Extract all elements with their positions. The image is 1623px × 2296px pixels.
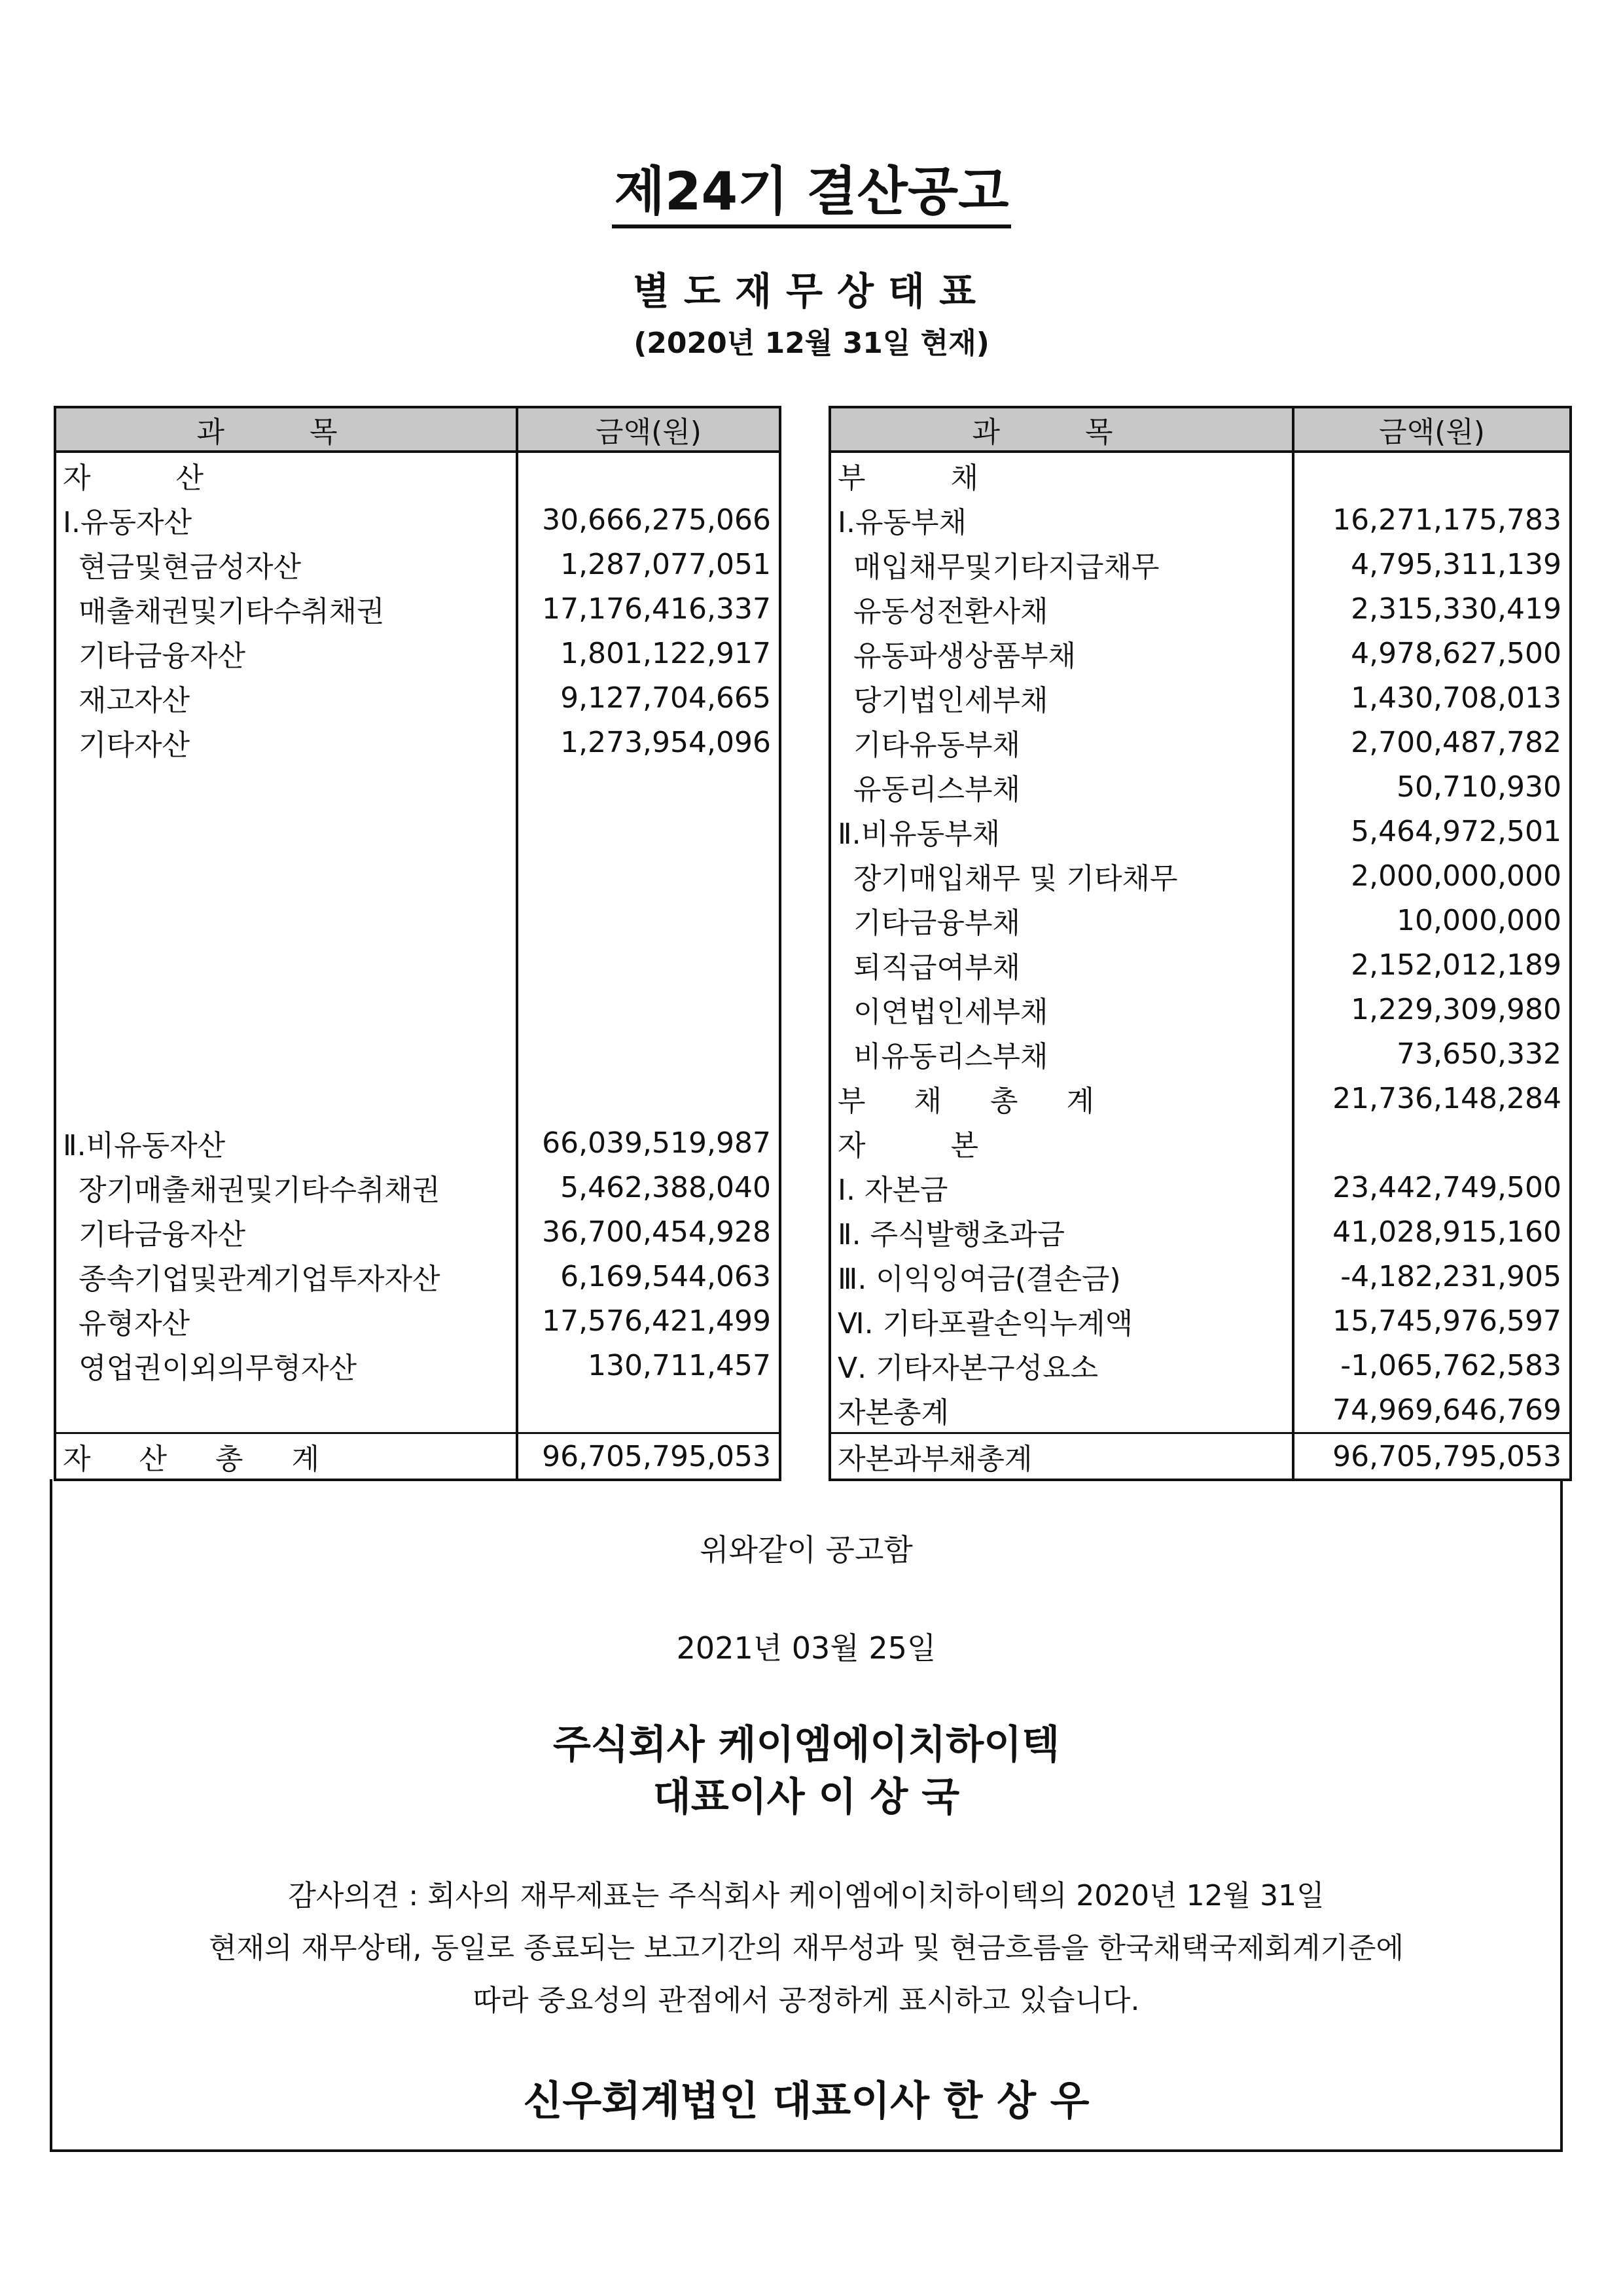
liabilities-row — [830, 764, 1571, 809]
liabilities-col-amount: 금액(원) — [1293, 407, 1571, 452]
assets-row-item — [55, 809, 517, 853]
assets-row — [55, 1299, 780, 1343]
liabilities-row — [830, 1254, 1571, 1299]
assets-row-amount: 130,711,457 — [517, 1343, 780, 1388]
assets-row-amount: 66,039,519,987 — [517, 1121, 780, 1165]
liabilities-row-amount — [1293, 452, 1571, 497]
assets-row — [55, 1388, 780, 1433]
liabilities-table-header — [830, 407, 1571, 452]
liabilities-row — [830, 542, 1571, 586]
liabilities-row — [830, 898, 1571, 942]
assets-row-item: 기타금융자산 — [55, 1210, 517, 1254]
liabilities-row-amount: 16,271,175,783 — [1293, 497, 1571, 542]
liabilities-row-item: 퇴직급여부채 — [830, 942, 1293, 987]
assets-row — [55, 631, 780, 675]
liabilities-col-item: 과 목 — [830, 407, 1293, 452]
liabilities-row — [830, 675, 1571, 720]
liabilities-row-item: 기타유동부채 — [830, 720, 1293, 764]
assets-row — [55, 1165, 780, 1210]
assets-row-amount: 30,666,275,066 — [517, 497, 780, 542]
liabilities-row — [830, 1121, 1571, 1165]
liabilities-row-item: 당기법인세부채 — [830, 675, 1293, 720]
assets-row-item — [55, 1076, 517, 1121]
liabilities-row-amount: 2,700,487,782 — [1293, 720, 1571, 764]
liabilities-row — [830, 809, 1571, 853]
liabilities-row-item: Ⅱ.비유동부채 — [830, 809, 1293, 853]
assets-row-amount — [517, 452, 780, 497]
assets-col-item: 과 목 — [55, 407, 517, 452]
page-title-text: 제24기 결산공고 — [612, 161, 1012, 228]
assets-row — [55, 542, 780, 586]
assets-row-amount: 5,462,388,040 — [517, 1165, 780, 1210]
audit-opinion-line-2: 현재의 재무상태, 동일로 종료되는 보고기간의 재무성과 및 현금흐름을 한국채택국제회계기준에 — [208, 1931, 1404, 1965]
assets-row — [55, 942, 780, 987]
assets-row — [55, 764, 780, 809]
liabilities-row — [830, 942, 1571, 987]
liabilities-row-amount: 96,705,795,053 — [1293, 1433, 1571, 1480]
audit-opinion-line-1: 감사의견 : 회사의 재무제표는 주식회사 케이엠에이치하이텍의 2020년 12월 31일 — [288, 1879, 1325, 1912]
liabilities-row — [830, 586, 1571, 631]
assets-row-amount — [517, 853, 780, 898]
assets-row — [55, 586, 780, 631]
assets-row — [55, 1433, 780, 1480]
liabilities-row-item: 비유동리스부채 — [830, 1031, 1293, 1076]
liabilities-row-amount: 50,710,930 — [1293, 764, 1571, 809]
assets-row-item: 기타금융자산 — [55, 631, 517, 675]
assets-row-item — [55, 1031, 517, 1076]
liabilities-row-amount: 23,442,749,500 — [1293, 1165, 1571, 1210]
assets-row-amount — [517, 1076, 780, 1121]
company-name: 주식회사 케이엠에이치하이텍 — [552, 1722, 1060, 1768]
liabilities-row-amount — [1293, 1121, 1571, 1165]
assets-row-item: 장기매출채권및기타수취채권 — [55, 1165, 517, 1210]
page-title — [0, 149, 1623, 224]
liabilities-row-item: Ⅱ. 주식발행초과금 — [830, 1210, 1293, 1254]
liabilities-row — [830, 720, 1571, 764]
assets-row-amount: 1,801,122,917 — [517, 631, 780, 675]
liabilities-row-item: 매입채무및기타지급채무 — [830, 542, 1293, 586]
assets-row-amount — [517, 1031, 780, 1076]
assets-row-amount — [517, 987, 780, 1031]
liabilities-row-amount: 74,969,646,769 — [1293, 1388, 1571, 1433]
liabilities-row-item: 장기매입채무 및 기타채무 — [830, 853, 1293, 898]
assets-row-item: 기타자산 — [55, 720, 517, 764]
assets-row — [55, 987, 780, 1031]
liabilities-row-amount: -4,182,231,905 — [1293, 1254, 1571, 1299]
assets-row-item — [55, 764, 517, 809]
assets-row-amount — [517, 764, 780, 809]
liabilities-row — [830, 452, 1571, 497]
assets-row-item: Ⅰ.유동자산 — [55, 497, 517, 542]
assets-row-amount: 6,169,544,063 — [517, 1254, 780, 1299]
assets-row — [55, 452, 780, 497]
liabilities-row-amount: 1,430,708,013 — [1293, 675, 1571, 720]
public-notice-box — [50, 1479, 1563, 2152]
assets-row-amount: 9,127,704,665 — [517, 675, 780, 720]
assets-row-amount — [517, 898, 780, 942]
liabilities-row — [830, 1343, 1571, 1388]
notice-statement: 위와같이 공고함 — [700, 1532, 913, 1568]
audit-opinion-line-3: 따라 중요성의 관점에서 공정하게 표시하고 있습니다. — [473, 1984, 1140, 2017]
assets-row-item: 자 산 총 계 — [55, 1433, 517, 1480]
liabilities-table-body — [830, 452, 1571, 1480]
liabilities-row — [830, 1076, 1571, 1121]
liabilities-row-amount: 5,464,972,501 — [1293, 809, 1571, 853]
liabilities-row — [830, 1210, 1571, 1254]
assets-row — [55, 809, 780, 853]
liabilities-row-amount: 4,978,627,500 — [1293, 631, 1571, 675]
liabilities-row-item: 유동리스부채 — [830, 764, 1293, 809]
assets-row-item: 현금및현금성자산 — [55, 542, 517, 586]
liabilities-row-item: 자본총계 — [830, 1388, 1293, 1433]
assets-row-amount: 96,705,795,053 — [517, 1433, 780, 1480]
liabilities-row-item: 자본과부채총계 — [830, 1433, 1293, 1480]
liabilities-row — [830, 1299, 1571, 1343]
assets-row-item: 종속기업및관계기업투자자산 — [55, 1254, 517, 1299]
liabilities-row — [830, 1388, 1571, 1433]
liabilities-row-amount: 21,736,148,284 — [1293, 1076, 1571, 1121]
liabilities-row-item: 부 채 총 계 — [830, 1076, 1293, 1121]
statement-subtitle: 별도재무상태표 — [632, 269, 991, 314]
assets-row-amount: 17,176,416,337 — [517, 586, 780, 631]
liabilities-row-item: 기타금융부채 — [830, 898, 1293, 942]
liabilities-row-amount: 4,795,311,139 — [1293, 542, 1571, 586]
liabilities-row-amount: 73,650,332 — [1293, 1031, 1571, 1076]
assets-row-item: Ⅱ.비유동자산 — [55, 1121, 517, 1165]
notice-date: 2021년 03월 25일 — [676, 1630, 936, 1666]
liabilities-row-item: Ⅴ. 기타자본구성요소 — [830, 1343, 1293, 1388]
assets-row-item: 재고자산 — [55, 675, 517, 720]
assets-row-item: 유형자산 — [55, 1299, 517, 1343]
liabilities-row-item: 유동파생상품부채 — [830, 631, 1293, 675]
assets-row — [55, 675, 780, 720]
assets-row-item — [55, 1388, 517, 1433]
assets-col-amount: 금액(원) — [517, 407, 780, 452]
assets-table-header — [55, 407, 780, 452]
liabilities-row-amount: 2,152,012,189 — [1293, 942, 1571, 987]
assets-row-item — [55, 853, 517, 898]
assets-row-item: 매출채권및기타수취채권 — [55, 586, 517, 631]
liabilities-row-amount: 2,315,330,419 — [1293, 586, 1571, 631]
liabilities-row — [830, 1031, 1571, 1076]
liabilities-row — [830, 1165, 1571, 1210]
statement-date: (2020년 12월 31일 현재) — [633, 327, 990, 360]
liabilities-row-amount: 41,028,915,160 — [1293, 1210, 1571, 1254]
assets-row-amount: 1,287,077,051 — [517, 542, 780, 586]
liabilities-row-amount: 2,000,000,000 — [1293, 853, 1571, 898]
auditor-signature: 신우회계법인 대표이사 한 상 우 — [523, 2077, 1090, 2125]
liabilities-row-item: 자 본 — [830, 1121, 1293, 1165]
liabilities-row — [830, 1433, 1571, 1480]
assets-row-item — [55, 987, 517, 1031]
liabilities-row — [830, 853, 1571, 898]
assets-row — [55, 1121, 780, 1165]
company-ceo: 대표이사 이 상 국 — [652, 1774, 960, 1820]
liabilities-row-amount: 15,745,976,597 — [1293, 1299, 1571, 1343]
liabilities-row-item: Ⅲ. 이익잉여금(결손금) — [830, 1254, 1293, 1299]
assets-row — [55, 1254, 780, 1299]
liabilities-row-item: Ⅵ. 기타포괄손익누계액 — [830, 1299, 1293, 1343]
liabilities-row-amount: 10,000,000 — [1293, 898, 1571, 942]
assets-table-body — [55, 452, 780, 1480]
assets-row-item — [55, 898, 517, 942]
liabilities-row-amount: -1,065,762,583 — [1293, 1343, 1571, 1388]
assets-row-item: 영업권이외의무형자산 — [55, 1343, 517, 1388]
liabilities-row — [830, 631, 1571, 675]
assets-row-amount: 17,576,421,499 — [517, 1299, 780, 1343]
assets-row — [55, 720, 780, 764]
liabilities-row-item: Ⅰ. 자본금 — [830, 1165, 1293, 1210]
assets-row-amount — [517, 942, 780, 987]
assets-row-amount — [517, 809, 780, 853]
liabilities-row — [830, 987, 1571, 1031]
assets-row-item — [55, 942, 517, 987]
liabilities-row-amount: 1,229,309,980 — [1293, 987, 1571, 1031]
liabilities-equity-table — [829, 406, 1572, 1481]
assets-row — [55, 1031, 780, 1076]
liabilities-row-item: 부 채 — [830, 452, 1293, 497]
liabilities-row-item: Ⅰ.유동부채 — [830, 497, 1293, 542]
assets-row-amount: 36,700,454,928 — [517, 1210, 780, 1254]
assets-row — [55, 1076, 780, 1121]
assets-row-amount: 1,273,954,096 — [517, 720, 780, 764]
liabilities-row-item: 이연법인세부채 — [830, 987, 1293, 1031]
liabilities-row-item: 유동성전환사채 — [830, 586, 1293, 631]
assets-row — [55, 853, 780, 898]
assets-row — [55, 497, 780, 542]
assets-table — [54, 406, 781, 1481]
assets-row — [55, 1343, 780, 1388]
assets-row-item: 자 산 — [55, 452, 517, 497]
assets-row — [55, 898, 780, 942]
liabilities-row — [830, 497, 1571, 542]
assets-row-amount — [517, 1388, 780, 1433]
assets-row — [55, 1210, 780, 1254]
